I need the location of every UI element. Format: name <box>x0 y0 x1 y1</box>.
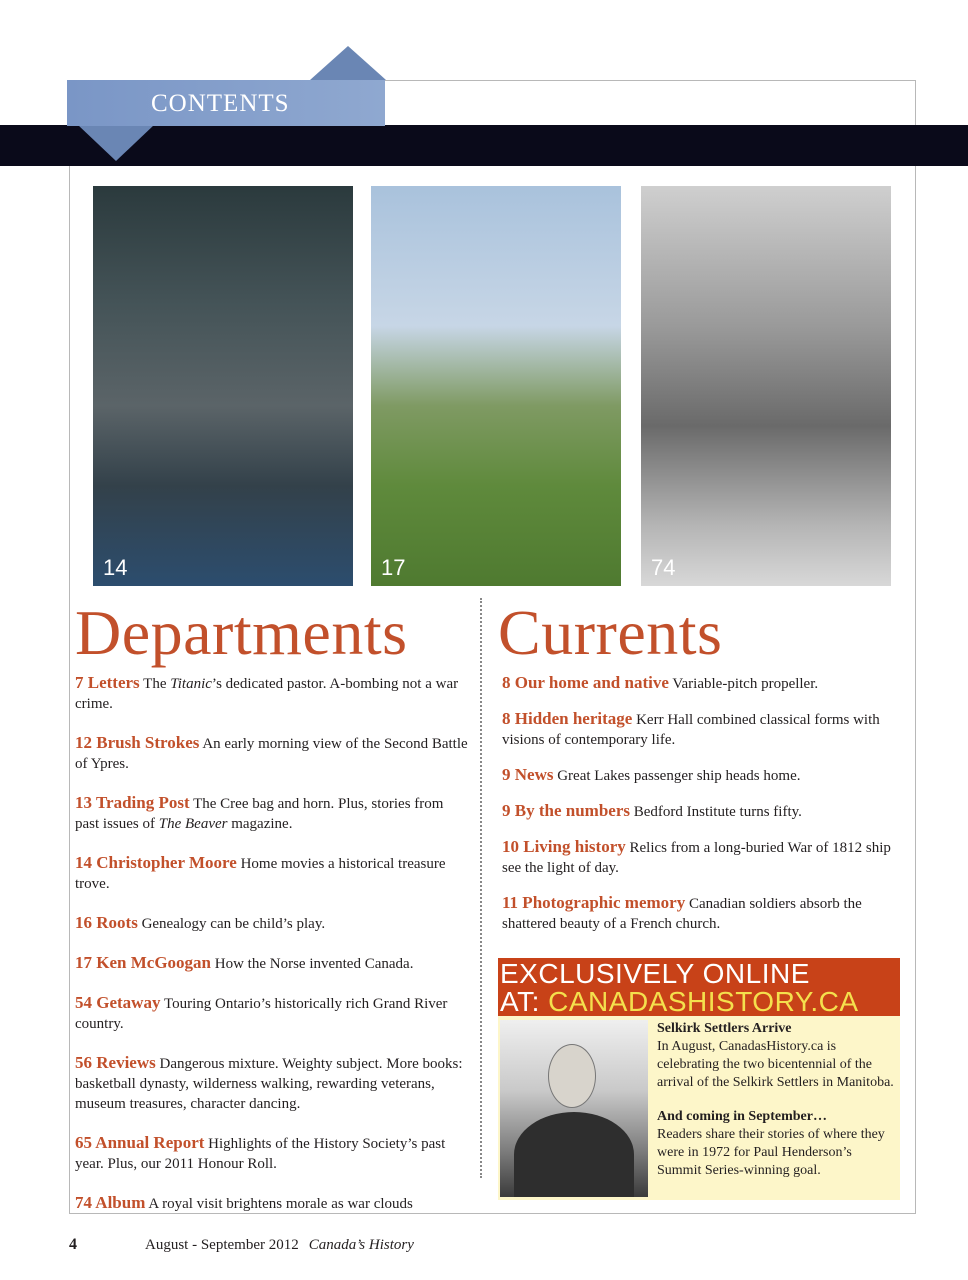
toc-entry-description: Highlights of the History Society’s past year. Plus, our 2011 Honour Roll. <box>75 1136 446 1172</box>
toc-entry-heading: 56 Reviews <box>75 1053 156 1072</box>
tab-decoration-bottom <box>78 125 154 161</box>
toc-entry <box>75 673 470 714</box>
online-item-1 <box>657 1020 895 1092</box>
toc-entry-heading: 8 Our home and native <box>502 673 669 692</box>
issue-date: August - September 2012 <box>145 1237 299 1253</box>
online-item-title: And coming in September… <box>657 1109 827 1124</box>
online-header-line1: EXCLUSIVELY ONLINE <box>500 958 810 989</box>
toc-entry <box>75 993 470 1034</box>
page-footer <box>69 1236 414 1254</box>
toc-entry-heading: 11 Photographic memory <box>502 893 686 912</box>
toc-entry-heading: 17 Ken McGoogan <box>75 953 211 972</box>
toc-entry-heading: 74 Album <box>75 1193 146 1212</box>
contents-tab: CONTENTS <box>67 80 385 126</box>
portrait-face <box>548 1044 596 1108</box>
toc-entry-description: An early morning view of the Second Battle of Ypres. <box>75 736 468 772</box>
toc-entry-description: Relics from a long-buried War of 1812 ship see the light of day. <box>502 840 891 876</box>
toc-entry-heading: 12 Brush Strokes <box>75 733 200 752</box>
photo-royal-visit-car <box>641 186 891 586</box>
toc-entry <box>75 793 470 834</box>
toc-entry-description: Home movies a historical treasure trove. <box>75 856 446 892</box>
magazine-name: Canada’s History <box>308 1237 414 1253</box>
portrait-coat <box>514 1112 634 1197</box>
toc-entry-heading: 65 Annual Report <box>75 1133 205 1152</box>
toc-entry-description: The Titanic’s dedicated pastor. A-bombing not a war crime. <box>75 676 459 712</box>
toc-entry-description: A royal visit brightens morale as war clouds <box>148 1196 413 1212</box>
online-header <box>498 958 900 1016</box>
toc-entry <box>75 1193 470 1214</box>
toc-entry-heading: 8 Hidden heritage <box>502 709 633 728</box>
toc-entry <box>75 1053 470 1114</box>
toc-entry <box>502 673 902 694</box>
toc-entry-heading: 54 Getaway <box>75 993 161 1012</box>
online-header-prefix: AT: <box>500 986 549 1017</box>
toc-entry-description: Variable-pitch propeller. <box>672 676 819 692</box>
toc-entry-description: How the Norse invented Canada. <box>214 956 414 972</box>
online-item-text: In August, CanadasHistory.ca is celebrating the two bicentennial of the arrival of the Selkirk Settlers in Manitoba. <box>657 1039 894 1090</box>
toc-entry-heading: 10 Living history <box>502 837 626 856</box>
toc-entry <box>502 709 902 750</box>
exclusively-online-box <box>498 958 900 1200</box>
departments-list <box>75 673 470 1233</box>
online-header-line2 <box>500 988 900 1016</box>
tab-decoration-top <box>310 46 386 80</box>
toc-entry-description: Kerr Hall combined classical forms with visions of contemporary life. <box>502 712 880 748</box>
toc-entry-description: Canadian soldiers absorb the shattered beauty of a French church. <box>502 896 862 932</box>
toc-entry-heading: 16 Roots <box>75 913 138 932</box>
online-item-title: Selkirk Settlers Arrive <box>657 1021 792 1036</box>
photo-page-number: 14 <box>103 555 128 580</box>
photo-boy-in-boat <box>93 186 353 586</box>
toc-entry-heading: 13 Trading Post <box>75 793 190 812</box>
toc-entry <box>502 893 902 934</box>
toc-entry-heading: 7 Letters <box>75 673 140 692</box>
toc-entry-description: Dangerous mixture. Weighty subject. More books: basketball dynasty, wilderness walking, rewarding veterans, museum treasures, character dancing. <box>75 1056 463 1112</box>
online-item-text: Readers share their stories of where they were in 1972 for Paul Henderson’s Summit Series-winning goal. <box>657 1127 885 1178</box>
toc-entry <box>75 853 470 894</box>
currents-title: Currents <box>498 597 723 668</box>
departments-title: Departments <box>75 597 408 668</box>
toc-entry-description: Great Lakes passenger ship heads home. <box>557 768 801 784</box>
toc-entry <box>502 765 902 786</box>
photo-man-in-field <box>371 186 621 586</box>
toc-entry <box>502 837 902 878</box>
column-divider <box>480 598 482 1178</box>
portrait-image <box>500 1020 648 1197</box>
toc-entry <box>75 733 470 774</box>
toc-entry-description: Touring Ontario’s historically rich Grand River country. <box>75 996 448 1032</box>
toc-entry-description: The Cree bag and horn. Plus, stories from past issues of The Beaver magazine. <box>75 796 444 832</box>
toc-entry-heading: 9 By the numbers <box>502 801 630 820</box>
toc-entry-heading: 14 Christopher Moore <box>75 853 237 872</box>
toc-entry <box>75 913 470 934</box>
toc-entry <box>75 953 470 974</box>
toc-entry-heading: 9 News <box>502 765 554 784</box>
online-item-2 <box>657 1108 895 1180</box>
toc-entry-description: Genealogy can be child’s play. <box>141 916 326 932</box>
toc-entry <box>502 801 902 822</box>
photo-page-number: 17 <box>381 555 406 580</box>
toc-entry-description: Bedford Institute turns fifty. <box>633 804 802 820</box>
toc-entry <box>75 1133 470 1174</box>
page-number: 4 <box>69 1236 77 1253</box>
photo-page-number: 74 <box>651 555 676 580</box>
online-url-link[interactable]: CANADASHISTORY.CA <box>548 986 859 1017</box>
currents-list <box>502 673 902 949</box>
online-text <box>657 1020 895 1196</box>
